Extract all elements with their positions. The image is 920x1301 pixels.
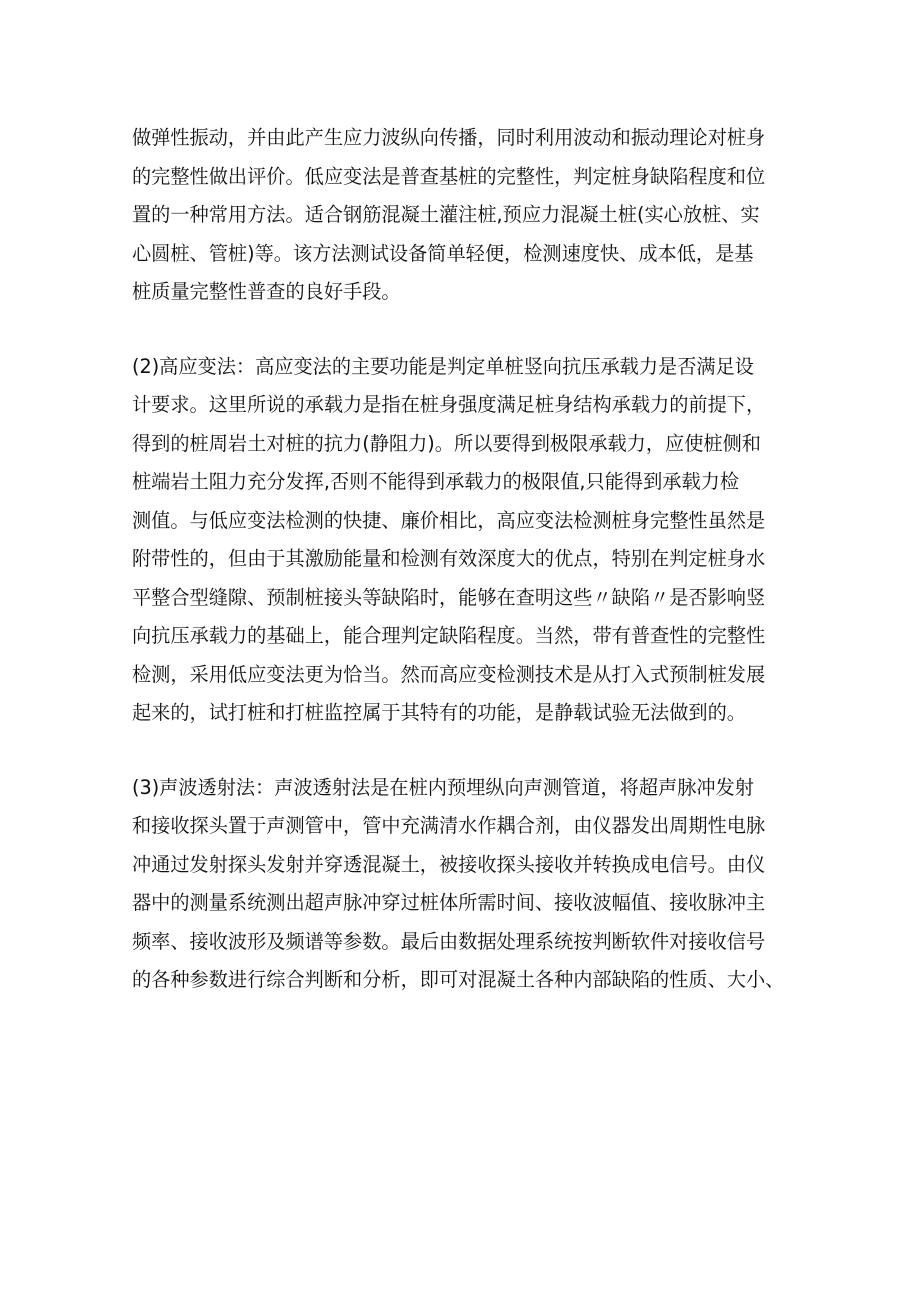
- text-line: 的各种参数进行综合判断和分析，即可对混凝土各种内部缺陷的性质、大小、: [132, 968, 785, 991]
- text-line: 和接收探头置于声测管中，管中充满清水作耦合剂，由仪器发出周期性电脉: [132, 814, 766, 837]
- text-line: 桩端岩土阻力充分发挥,否则不能得到承载力的极限值,只能得到承载力检: [132, 470, 740, 493]
- text-line: 计要求。这里所说的承载力是指在桩身强度满足桩身结构承载力的前提下，: [132, 393, 766, 416]
- paragraph-high-strain-method: [132, 348, 794, 733]
- text-line: 做弹性振动，并由此产生应力波纵向传播，同时利用波动和振动理论对桩身: [132, 126, 766, 149]
- text-line: 频率、接收波形及频谱等参数。最后由数据处理系统按判断软件对接收信号: [132, 929, 766, 953]
- text-line: 的完整性做出评价。低应变法是普查基桩的完整性，判定桩身缺陷程度和位: [132, 164, 766, 188]
- text-line: 检测，采用低应变法更为恰当。然而高应变检测技术是从打入式预制桩发展: [132, 662, 766, 686]
- text-line: 得到的桩周岩土对桩的抗力(静阻力)。所以要得到极限承载力，应使桩侧和: [132, 431, 761, 455]
- paragraph-low-strain-method: [132, 119, 794, 312]
- text-line: (3)声波透射法：声波透射法是在桩内预埋纵向声测管道，将超声脉冲发射: [132, 775, 754, 799]
- text-line: 冲通过发射探头发射并穿透混凝土，被接收探头接收并转换成电信号。由仪: [132, 852, 766, 876]
- text-line: 平整合型缝隙、预制桩接头等缺陷时，能够在查明这些〃缺陷〃是否影响竖: [132, 585, 766, 609]
- text-line: (2)高应变法：高应变法的主要功能是判定单桩竖向抗压承载力是否满足设: [132, 354, 754, 378]
- text-line: 置的一种常用方法。适合钢筋混凝土灌注桩,预应力混凝土桩(实心放桩、实: [132, 203, 760, 226]
- text-line: 桩质量完整性普查的良好手段。: [132, 280, 401, 303]
- document-body: [132, 119, 794, 1000]
- text-line: 向抗压承载力的基础上，能合理判定缺陷程度。当然，带有普查性的完整性: [132, 624, 766, 647]
- text-line: 附带性的，但由于其激励能量和检测有效深度大的优点，特别在判定桩身水: [132, 547, 766, 570]
- text-line: 测值。与低应变法检测的快捷、廉价相比，高应变法检测桩身完整性虽然是: [132, 508, 766, 532]
- text-line: 起来的，试打桩和打桩监控属于其特有的功能，是静载试验无法做到的。: [132, 701, 746, 724]
- paragraph-acoustic-transmission-method: [132, 769, 794, 1000]
- text-line: 器中的测量系统测出超声脉冲穿过桩体所需时间、接收波幅值、接收脉冲主: [132, 891, 766, 914]
- text-line: 心圆桩、管桩)等。该方法测试设备简单轻便，检测速度快、成本低，是基: [132, 241, 754, 265]
